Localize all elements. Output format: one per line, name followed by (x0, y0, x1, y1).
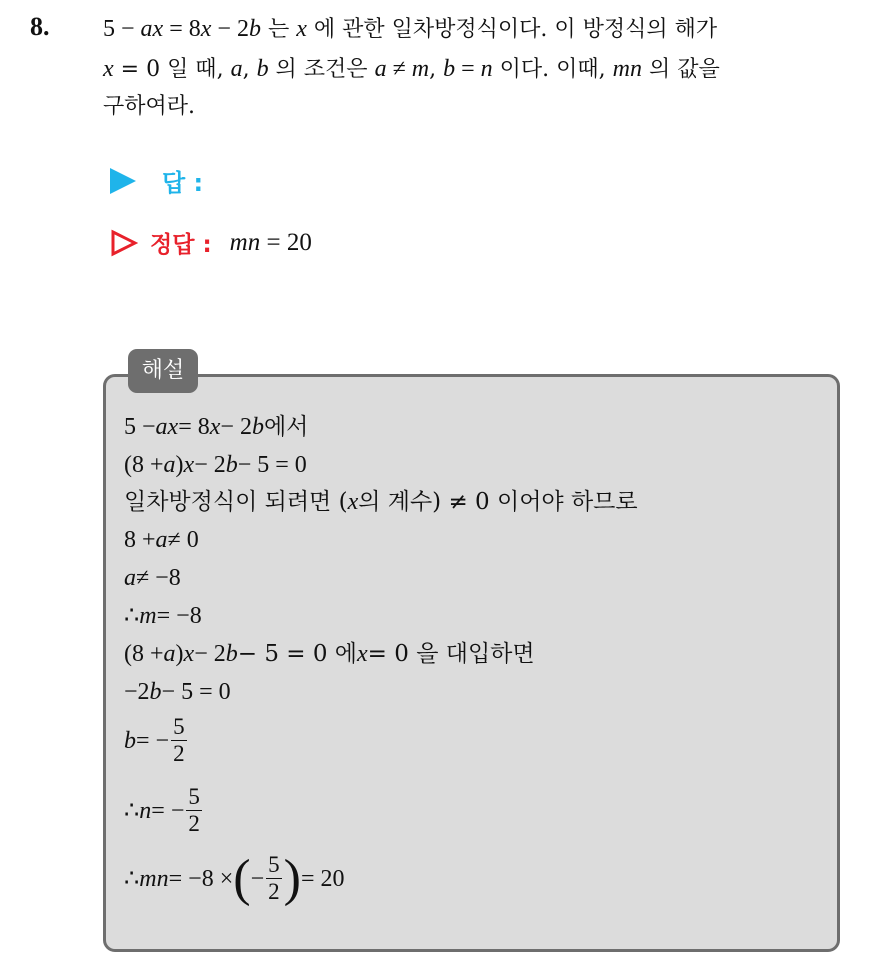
solution-line-4: 8 + a ≠ 0 (124, 527, 199, 553)
play-filled-icon (110, 168, 136, 194)
answer-row (110, 163, 203, 198)
solution-line-6: ∴ m = −8 (124, 603, 202, 629)
correct-answer-value: mn = 20 (229, 228, 312, 256)
solution-line-1: 5 − ax = 8 x − 2 b 에서 (124, 414, 309, 440)
fraction: $\frac{5}{2}$ (268, 852, 280, 904)
solution-line-2: (8 + a ) x − 2 b − 5 = 0 (124, 452, 307, 478)
solution-line-n-fraction: ∴ n = − $\frac{5}{2}$ (124, 784, 200, 836)
question-number: 8. (30, 12, 50, 41)
solution-line-b-fraction: b = − $\frac{5}{2}$ (124, 714, 185, 766)
solution-line-final: ∴ mn = −8 × ( − $\frac{5}{2}$ ) = 20 (124, 849, 345, 907)
question-line-2: x = 0 일 때, a, b 의 조건은 a ≠ m, b = n 이다. 이때, mn 의 값을 (103, 56, 720, 82)
fraction: $\frac{5}{2}$ (173, 714, 185, 766)
question-line-3: 구하여라. (103, 94, 196, 119)
answer-label: 답 : (162, 169, 204, 197)
play-outline-icon (110, 229, 138, 257)
solution-tab: 해설 (128, 349, 198, 393)
solution-line-3: 일차방정식이 되려면 ( x 의 계수) ≠ 0 이어야 하므로 (124, 489, 638, 515)
solution-line-7: (8 + a ) x − 2 b − 5 = 0 에 x = 0 을 대입하면 (124, 641, 535, 667)
correct-answer-label: 정답 : (150, 232, 212, 258)
fraction: $\frac{5}{2}$ (188, 784, 200, 836)
correct-answer-row (110, 226, 312, 259)
question-line-1: 5 − ax = 8x − 2b 는 x 에 관한 일차방정식이다. 이 방정식의 해가 (103, 16, 718, 42)
solution-line-8: −2 b − 5 = 0 (124, 679, 231, 705)
solution-line-5: a ≠ −8 (124, 565, 181, 591)
